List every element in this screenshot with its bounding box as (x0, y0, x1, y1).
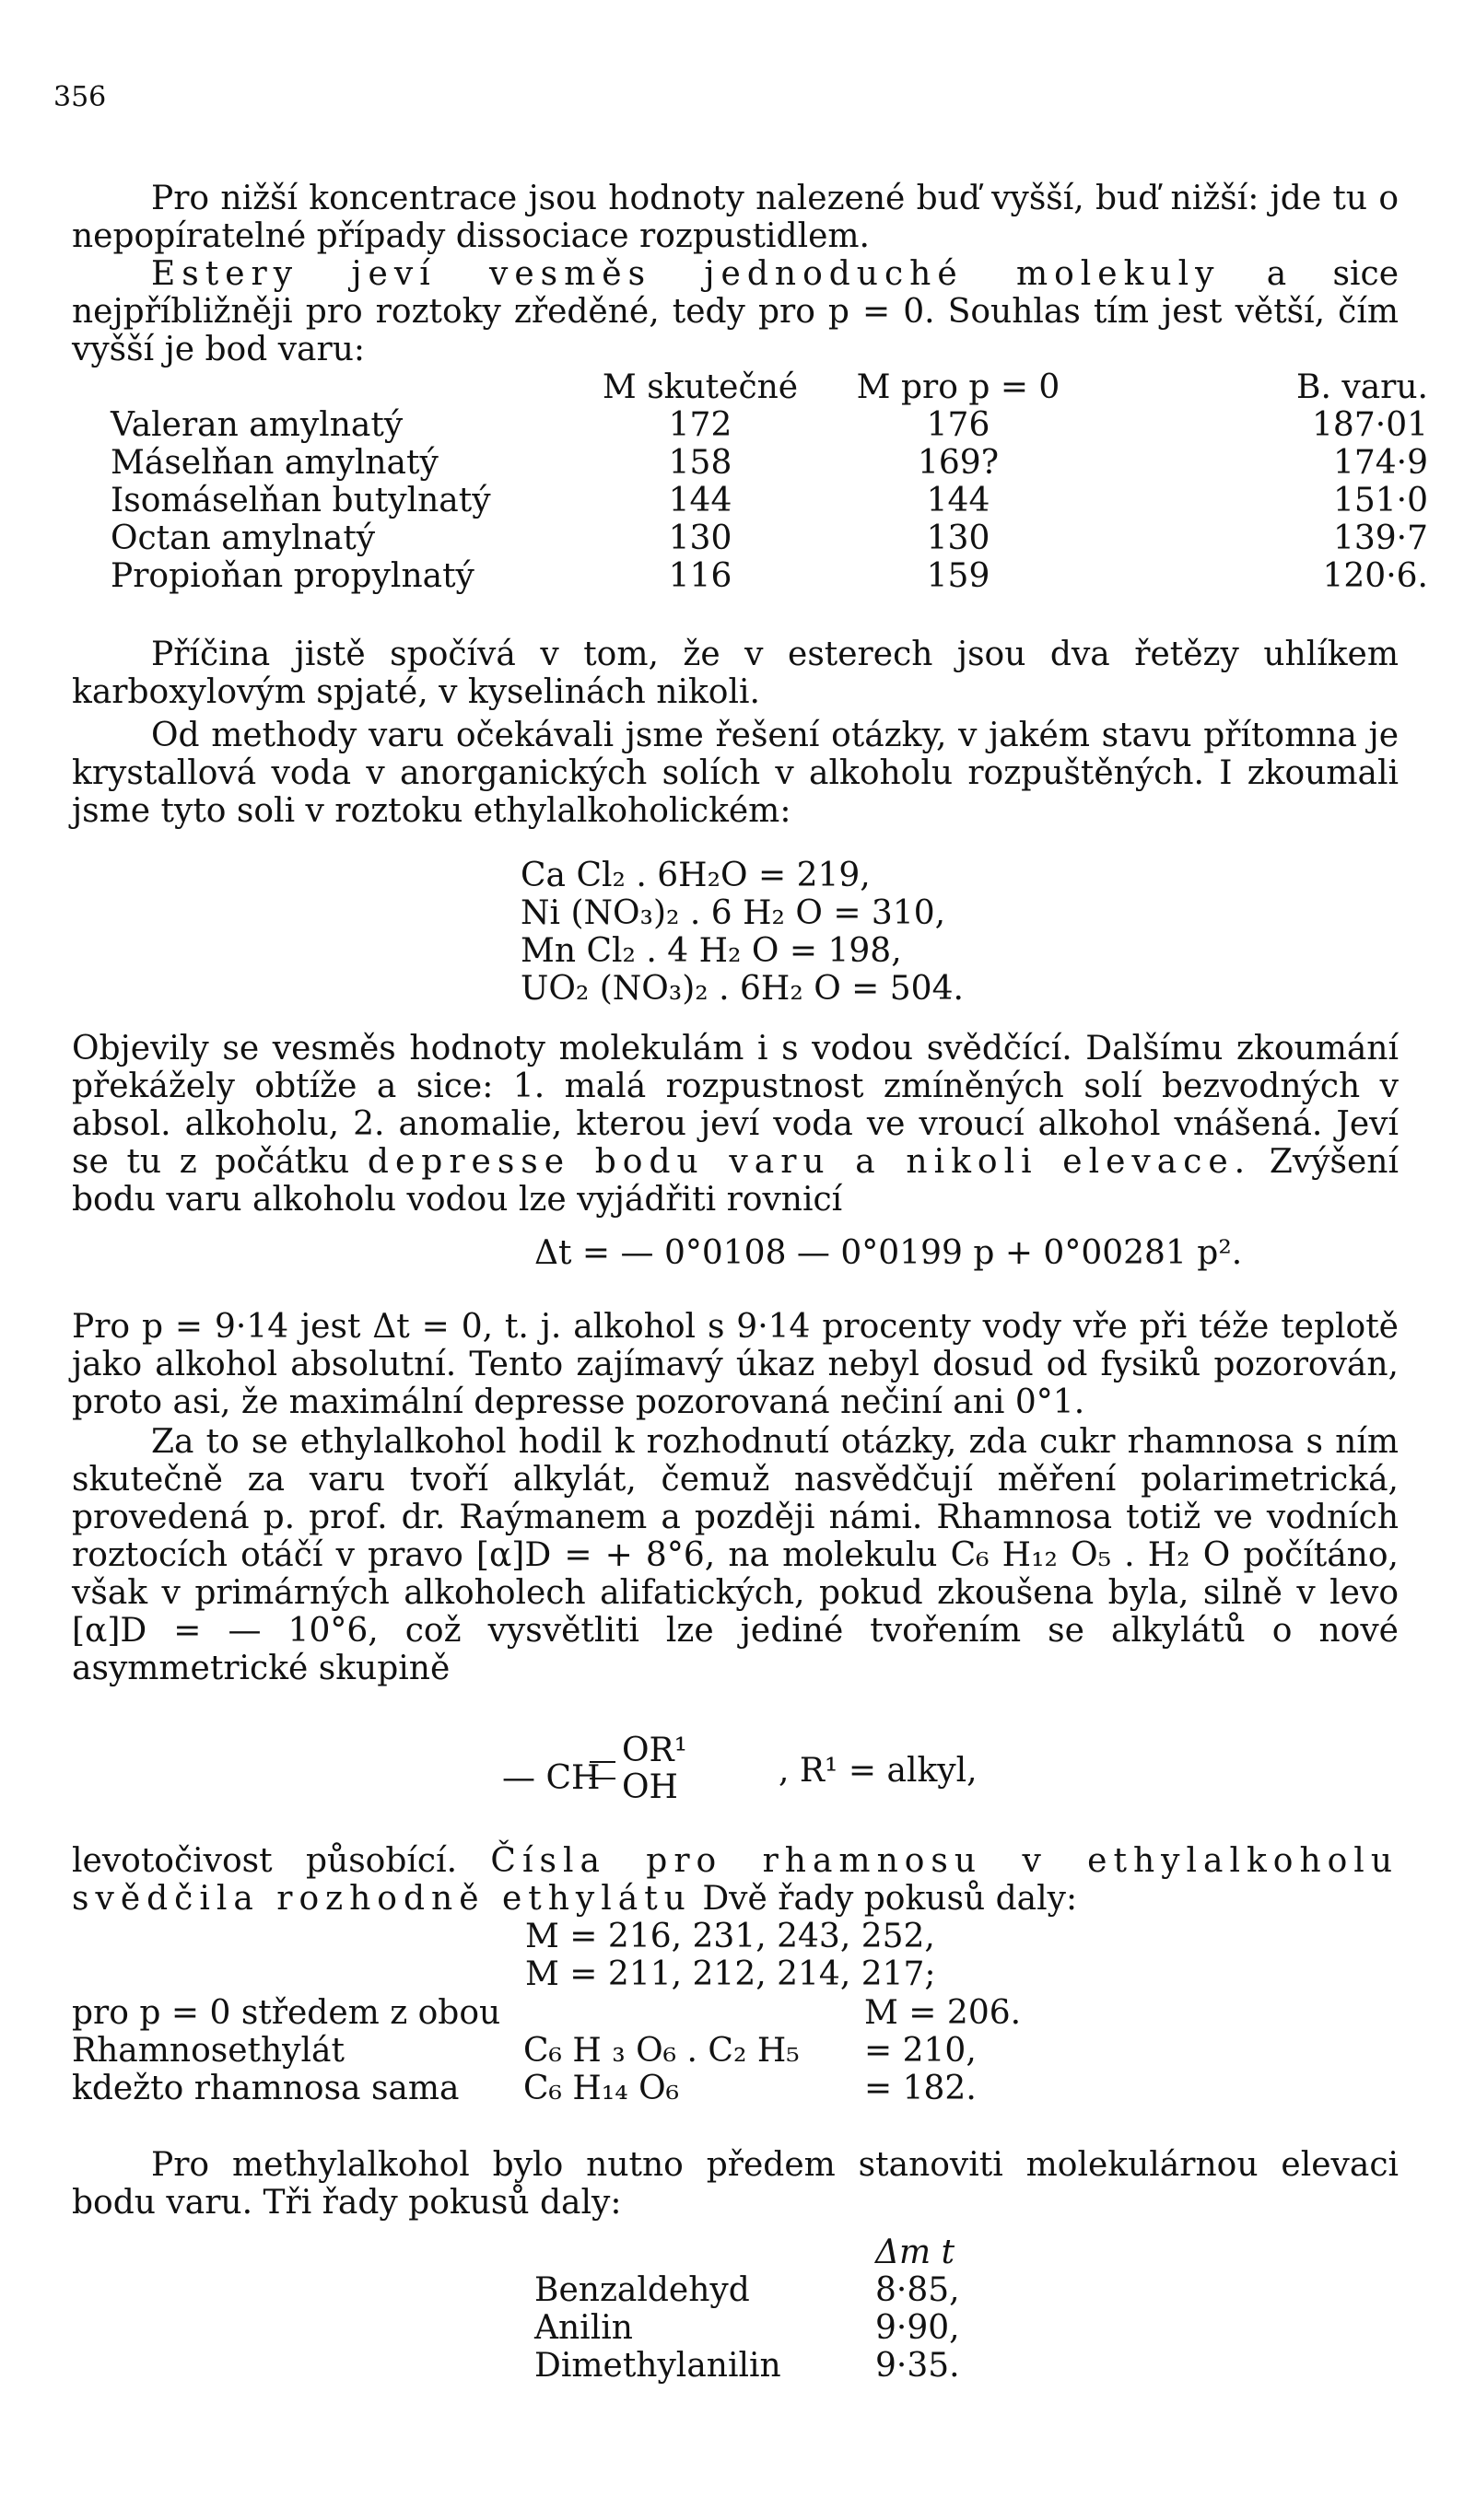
table-row: Isomáselňan butylnatý 144 144 151·0 (111, 482, 1428, 519)
measurement-series (525, 1918, 936, 1993)
rhamnose-results (72, 1994, 1021, 2107)
spaced-emphasis: Čísla pro rhamnosu v ethylalkoholu svědčila rozhodně ethylátu (72, 1842, 1399, 1918)
table-row: Propioňan propylnatý 116 159 120·6. (111, 557, 1428, 595)
paragraph-cause: Příčina jistě spočívá v tom, že v esterech jsou dva řetězy uhlíkem karboxylovým spjaté, v kyselinách nikoli. (72, 636, 1399, 711)
series-line: M = 211, 212, 214, 217; (525, 1955, 936, 1993)
column-header: M pro p = 0 (856, 368, 1060, 406)
paragraph-anomaly: Objevily se vesměs hodnoty molekulám i s vodou svědčící. Dalšímu zkoumání překážely obtíže a sice: 1. malá rozpustnost zmíněných solí bezvodných v absol. alkoholu, 2. anomalie, kterou jeví voda ve vroucí alkohol vnášená. Jeví se tu z počátku depresse bodu varu a nikoli elevace. Zvýšení bodu varu alkoholu vodou lze vyjádřiti rovnicí (72, 1030, 1399, 1219)
column-header: B. varu. (1296, 368, 1428, 406)
salt-formula: Ni (NO₃)₂ . 6 H₂ O = 310, (521, 894, 946, 932)
table-row: Máselňan amylnatý 158 169? 174·9 (111, 444, 1428, 482)
column-header: Δm t (875, 2234, 955, 2271)
series-line: M = 216, 231, 243, 252, (525, 1918, 935, 1955)
table-header-row (111, 368, 1428, 406)
table-row: Anilin 9·90, (534, 2309, 960, 2347)
salt-formulas (521, 857, 964, 1008)
salt-formula: UO₂ (NO₃)₂ . 6H₂ O = 504. (521, 970, 964, 1008)
paragraph-esters: Estery jeví vesměs jednoduché molekuly a sice nejpříbližněji pro roztoky zředěné, tedy pro p = 0. Souhlas tím jest větší, čím vyšší je bod varu: (72, 255, 1399, 368)
paragraph-levorotation: levotočivost působící. Čísla pro rhamnosu v ethylalkoholu svědčila rozhodně ethylátu Dvě řady pokusů daly: (72, 1842, 1399, 1918)
table-row: pro p = 0 středem z obou M = 206. (72, 1994, 1022, 2032)
boiling-point-equation: Δt = — 0°0108 — 0°0199 p + 0°00281 p². (534, 1234, 1243, 1272)
alkyl-group-formula: — CH OR¹ OH , R¹ = alkyl, (502, 1732, 978, 1806)
spaced-emphasis: Estery jeví vesměs jednoduché molekuly (151, 255, 1221, 293)
salt-formula: Ca Cl₂ . 6H₂O = 219, (521, 857, 871, 894)
spaced-emphasis: depresse bodu varu a nikoli elevace. (367, 1143, 1252, 1181)
table-header-row (534, 2234, 960, 2271)
table-row: Rhamnosethylát C₆ H ₃ O₆ . C₂ H₅ = 210, (72, 2032, 977, 2070)
table-row: Benzaldehyd 8·85, (534, 2271, 960, 2309)
table-row: kdežto rhamnosa sama C₆ H₁₄ O₆ = 182. (72, 2070, 977, 2107)
table-row: Dimethylanilin 9·35. (534, 2347, 960, 2385)
paragraph-absolute-alcohol: Pro p = 9·14 jest Δt = 0, t. j. alkohol s 9·14 procenty vody vře při téže teplotě jako alkohol absolutní. Tento zajímavý úkaz nebyl dosud od fysiků pozorován, proto asi, že maximální depresse pozorovaná nečiní ani 0°1. (72, 1308, 1399, 1421)
esters-table (111, 368, 1428, 595)
salt-formula: Mn Cl₂ . 4 H₂ O = 198, (521, 932, 902, 970)
column-header: M skutečné (602, 368, 799, 406)
paragraph-crystal-water: Od methody varu očekávali jsme řešení otázky, v jakém stavu přítomna je krystallová voda v anorganických solích v alkoholu rozpuštěných. I zkoumali jsme tyto soli v roztoku ethylalkoholickém: (72, 717, 1399, 830)
paragraph-methylalcohol: Pro methylalkohol bylo nutno předem stanoviti molekulárnou elevaci bodu varu. Tři řady pokusů daly: (72, 2146, 1399, 2222)
page-number: 356 (53, 81, 107, 113)
table-row: Octan amylnatý 130 130 139·7 (111, 519, 1428, 557)
table-row: Valeran amylnatý 172 176 187·01 (111, 406, 1428, 444)
elevation-table (534, 2234, 960, 2385)
paragraph-rhamnose: Za to se ethylalkohol hodil k rozhodnutí otázky, zda cukr rhamnosa s ním skutečně za varu tvoří alkylát, čemuž nasvědčují měření polarimetrická, provedená p. prof. dr. Raýmanem a později námi. Rhamnosa totiž ve vodních roztocích otáčí v pravo [α]D = + 8°6, na molekulu C₆ H₁₂ O₅ . H₂ O počítáno, však v primárných alkoholech alifatických, pokud zkoušena byla, silně v levo [α]D = — 10°6, což vysvětliti lze jediné tvořením se alkylátů o nové asymmetrické skupině (72, 1423, 1399, 1687)
paragraph-dissociation: Pro nižší koncentrace jsou hodnoty nalezené buď vyšší, buď nižší: jde tu o nepopíratelné případy dissociace rozpustidlem. (72, 180, 1399, 255)
